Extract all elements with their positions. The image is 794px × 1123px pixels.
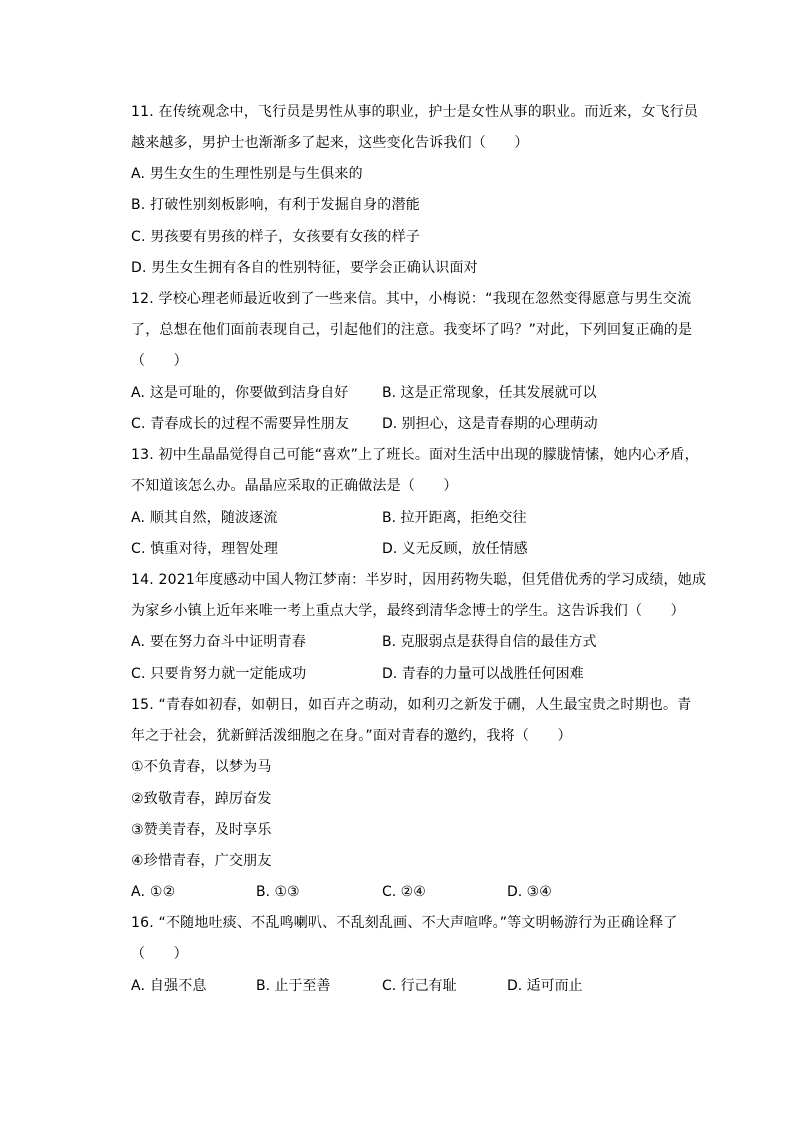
question-15-option-b: B. ①③	[256, 884, 300, 900]
question-12-stem-line1: 12. 学校心理老师最近收到了一些来信。其中，小梅说：“我现在忽然变得愿意与男生交流	[131, 291, 692, 307]
question-12-option-c: C. 青春成长的过程不需要异性朋友	[131, 416, 350, 432]
question-14-option-b: B. 克服弱点是获得自信的最佳方式	[382, 634, 597, 650]
question-15-option-c: C. ②④	[382, 884, 426, 900]
question-11-option-a: A. 男生女生的生理性别是与生俱来的	[131, 166, 363, 182]
question-12-option-b: B. 这是正常现象，任其发展就可以	[382, 385, 597, 401]
question-11-stem-line1: 11. 在传统观念中，飞行员是男性从事的职业，护士是女性从事的职业。而近来，女飞行员	[131, 104, 699, 120]
question-12-option-d: D. 别担心，这是青春期的心理萌动	[382, 416, 598, 432]
question-15-statement-1: ①不负青春，以梦为马	[131, 759, 272, 775]
question-13-option-d: D. 义无反顾，放任情感	[382, 541, 528, 557]
question-15-statement-2: ②致敬青春，踔厉奋发	[131, 791, 272, 807]
question-14-option-d: D. 青春的力量可以战胜任何困难	[382, 666, 584, 682]
question-16-option-b: B. 止于至善	[256, 978, 331, 994]
question-11-stem-line2: 越来越多，男护士也渐渐多了起来，这些变化告诉我们（ ）	[131, 135, 529, 151]
question-14-stem-line2: 为家乡小镇上近年来唯一考上重点大学，最终到清华念博士的学生。这告诉我们（ ）	[131, 603, 685, 619]
question-15-option-d: D. ③④	[507, 884, 552, 900]
question-13-stem-line1: 13. 初中生晶晶觉得自己可能“喜欢”上了班长。面对生活中出现的朦胧情愫，她内心矛盾，	[131, 447, 699, 463]
question-15-stem-line2: 年之于社会，犹新鲜活泼细胞之在身。”面对青春的邀约，我将（ ）	[131, 728, 572, 744]
question-15-stem-line1: 15. “青春如初春，如朝日，如百卉之萌动，如利刃之新发于硎，人生最宝贵之时期也。青	[131, 697, 692, 713]
question-11-option-d: D. 男生女生拥有各自的性别特征，要学会正确认识面对	[131, 260, 478, 276]
question-14-stem-line1: 14. 2021年度感动中国人物江梦南：半岁时，因用药物失聪，但凭借优秀的学习成绩，她成	[131, 572, 707, 588]
question-12-stem-line3: （ ）	[131, 353, 188, 369]
question-13-option-a: A. 顺其自然，随波逐流	[131, 510, 278, 526]
question-11-option-b: B. 打破性别刻板影响，有利于发掘自身的潜能	[131, 197, 420, 213]
question-14-option-c: C. 只要肯努力就一定能成功	[131, 666, 307, 682]
question-15-statement-3: ③赞美青春，及时享乐	[131, 822, 272, 838]
question-14-option-a: A. 要在努力奋斗中证明青春	[131, 634, 307, 650]
question-11-option-c: C. 男孩要有男孩的样子，女孩要有女孩的样子	[131, 229, 421, 245]
question-16-stem-line1: 16. “不随地吐痰、不乱鸣喇叭、不乱刻乱画、不大声喧哗。”等文明畅游行为正确诠释了	[131, 915, 678, 931]
question-12-option-a: A. 这是可耻的，你要做到洁身自好	[131, 385, 349, 401]
question-16-option-a: A. 自强不息	[131, 978, 207, 994]
question-15-statement-4: ④珍惜青春，广交朋友	[131, 853, 272, 869]
question-15-option-a: A. ①②	[131, 884, 176, 900]
question-16-option-c: C. 行己有耻	[382, 978, 457, 994]
question-12-stem-line2: 了，总想在他们面前表现自己，引起他们的注意。我变坏了吗？”对此，下列回复正确的是	[131, 322, 693, 338]
question-16-stem-line2: （ ）	[131, 946, 188, 962]
question-13-option-c: C. 慎重对待，理智处理	[131, 541, 279, 557]
question-13-stem-line2: 不知道该怎么办。晶晶应采取的正确做法是（ ）	[131, 478, 458, 494]
question-16-option-d: D. 适可而止	[507, 978, 583, 994]
question-13-option-b: B. 拉开距离，拒绝交往	[382, 510, 527, 526]
